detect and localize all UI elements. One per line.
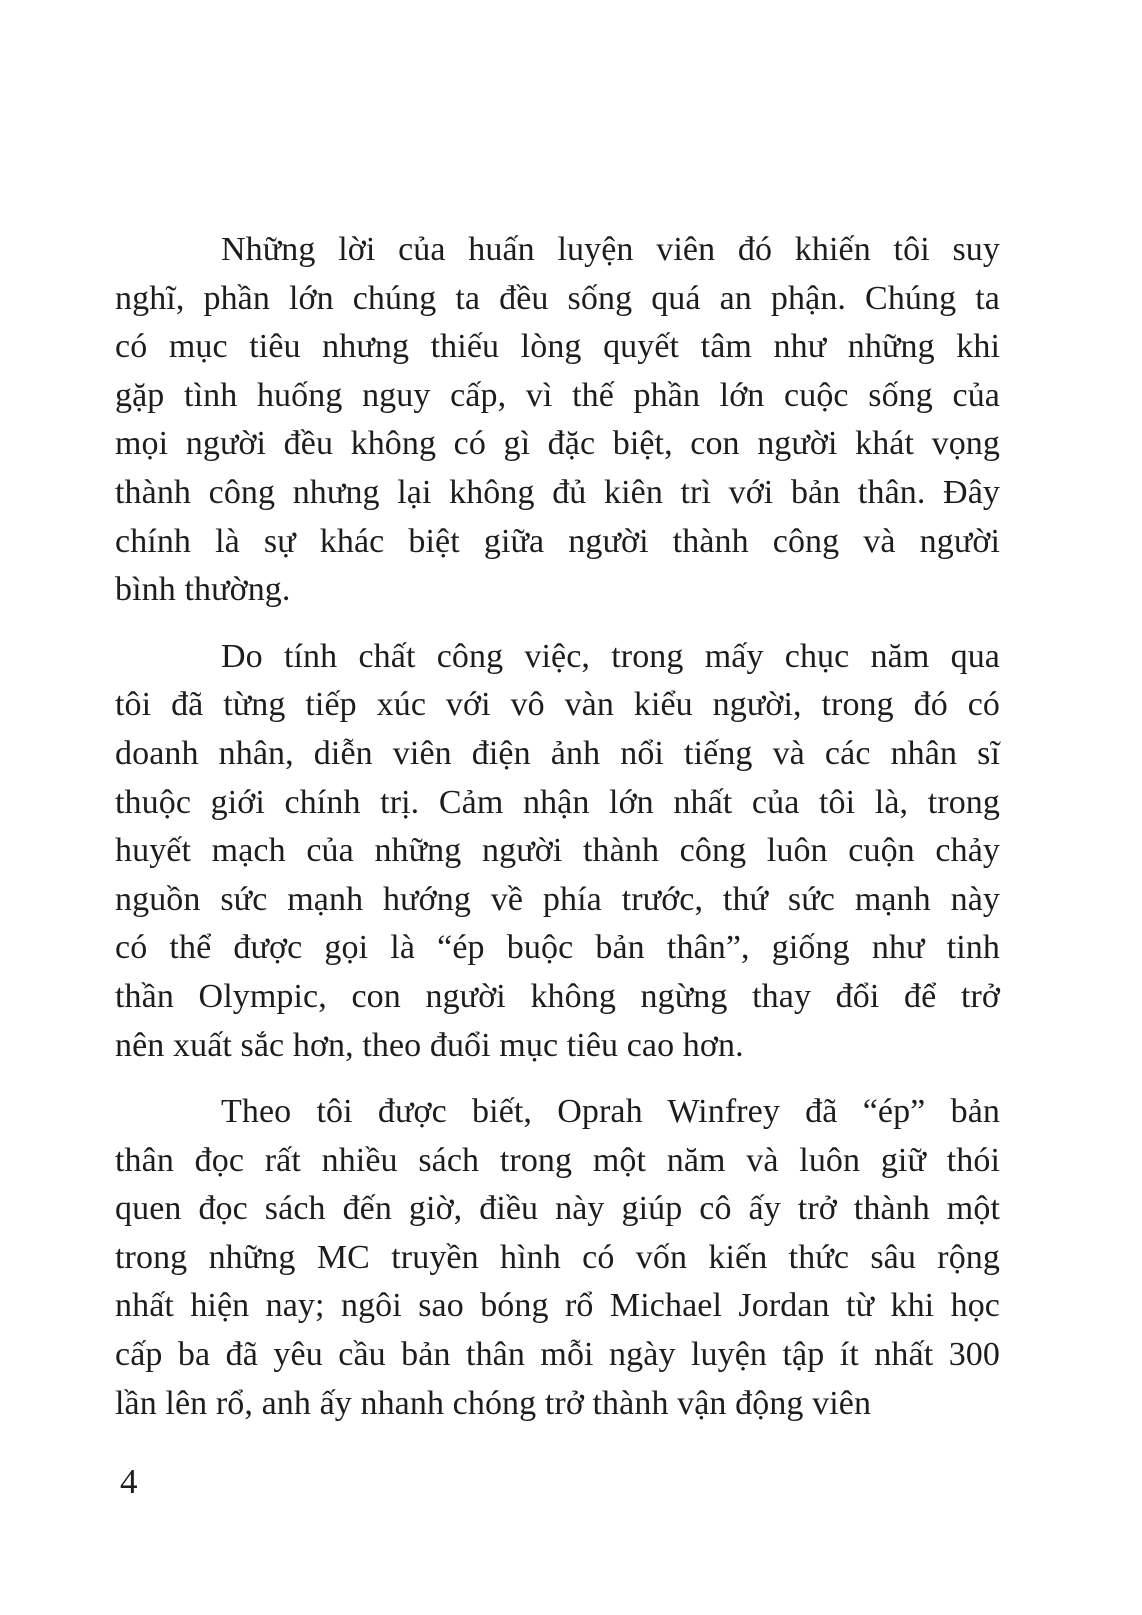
text-line: nguồn sức mạnh hướng về phía trước, thứ sức mạnh này xyxy=(115,880,1000,918)
text-line: gặp tình huống nguy cấp, vì thế phần lớn cuộc sống của xyxy=(115,376,1000,414)
text-line: nghĩ, phần lớn chúng ta đều sống quá an phận. Chúng ta xyxy=(115,279,1000,317)
paragraph xyxy=(115,226,1000,615)
text-line: quen đọc sách đến giờ, điều này giúp cô ấy trở thành một xyxy=(115,1190,1000,1228)
text-line: thần Olympic, con người không ngừng thay đổi để trở xyxy=(115,977,1000,1015)
text-line: cấp ba đã yêu cầu bản thân mỗi ngày luyện tập ít nhất 300 xyxy=(115,1336,1000,1374)
text-line: thành công nhưng lại không đủ kiên trì với bản thân. Đây xyxy=(115,473,1000,511)
text-line: có mục tiêu nhưng thiếu lòng quyết tâm như những khi xyxy=(115,328,1000,366)
text-line: chính là sự khác biệt giữa người thành công và người xyxy=(115,522,1000,560)
text-line: tôi đã từng tiếp xúc với vô vàn kiểu người, trong đó có xyxy=(115,686,1000,724)
page-number: 4 xyxy=(120,1462,138,1501)
text-line: mọi người đều không có gì đặc biệt, con người khát vọng xyxy=(115,425,1000,463)
text-line: Theo tôi được biết, Oprah Winfrey đã “ép” bản xyxy=(221,1093,1000,1131)
paragraph xyxy=(115,1088,1000,1428)
text-line: thuộc giới chính trị. Cảm nhận lớn nhất của tôi là, trong xyxy=(115,783,1000,821)
text-line: lần lên rổ, anh ấy nhanh chóng trở thành vận động viên xyxy=(115,1384,872,1422)
paragraph xyxy=(115,633,1000,1070)
text-line: nhất hiện nay; ngôi sao bóng rổ Michael Jordan từ khi học xyxy=(115,1287,1000,1325)
text-line: bình thường. xyxy=(115,571,291,609)
text-line: Do tính chất công việc, trong mấy chục năm qua xyxy=(221,637,1000,675)
text-line: nên xuất sắc hơn, theo đuổi mục tiêu cao hơn. xyxy=(115,1026,744,1064)
text-line: Những lời của huấn luyện viên đó khiến tôi suy xyxy=(221,231,1000,268)
text-line: trong những MC truyền hình có vốn kiến thức sâu rộng xyxy=(115,1238,1000,1276)
text-block xyxy=(115,226,1000,1446)
text-line: huyết mạch của những người thành công luôn cuộn chảy xyxy=(115,832,1000,870)
text-line: thân đọc rất nhiều sách trong một năm và luôn giữ thói xyxy=(115,1141,1000,1179)
text-line: doanh nhân, diễn viên điện ảnh nổi tiếng và các nhân sĩ xyxy=(115,734,1000,772)
text-line: có thể được gọi là “ép buộc bản thân”, giống như tinh xyxy=(115,929,1000,967)
